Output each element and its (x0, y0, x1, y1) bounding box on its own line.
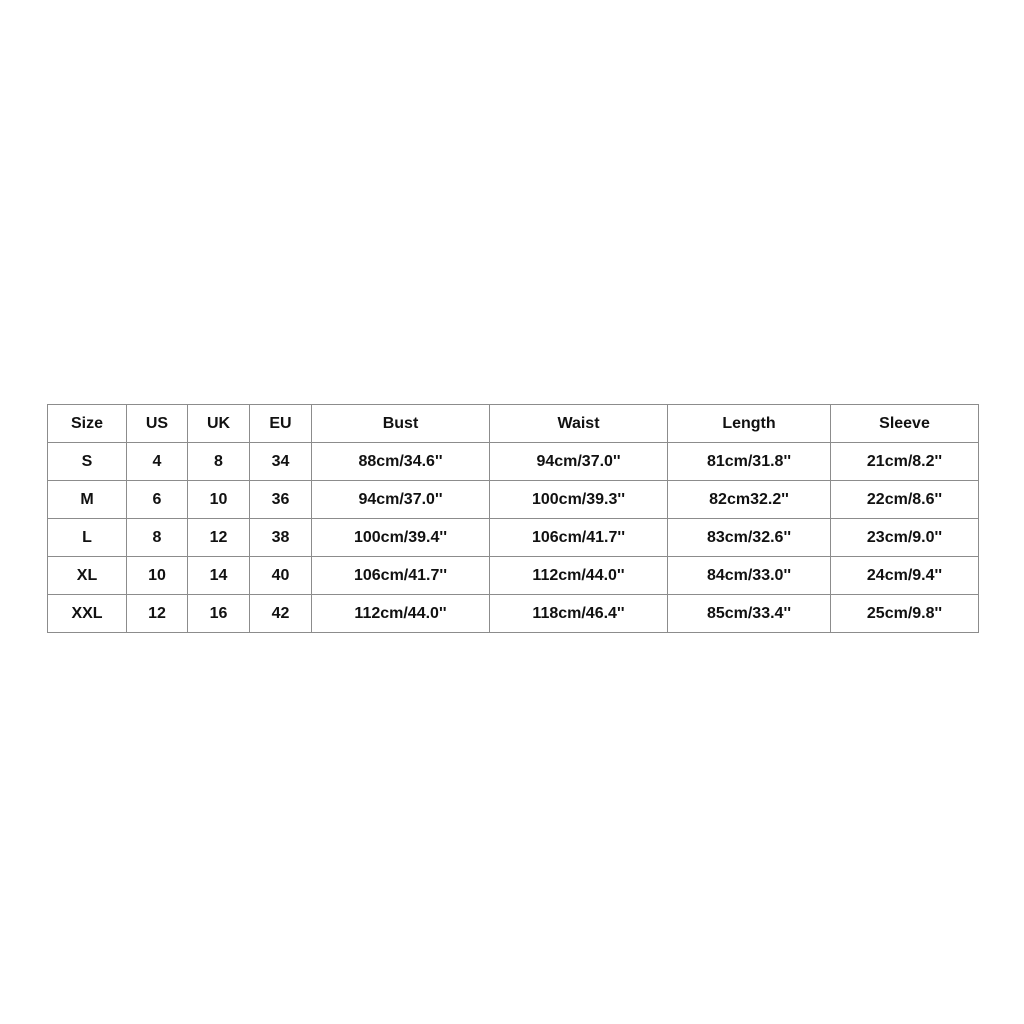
cell-uk: 10 (188, 481, 250, 519)
cell-bust: 112cm/44.0'' (312, 595, 490, 633)
header-bust: Bust (312, 405, 490, 443)
cell-eu: 34 (250, 443, 312, 481)
header-sleeve: Sleeve (831, 405, 979, 443)
cell-waist: 94cm/37.0'' (490, 443, 668, 481)
cell-length: 85cm/33.4'' (668, 595, 831, 633)
header-waist: Waist (490, 405, 668, 443)
cell-waist: 106cm/41.7'' (490, 519, 668, 557)
cell-size: XXL (48, 595, 127, 633)
header-uk: UK (188, 405, 250, 443)
cell-length: 81cm/31.8'' (668, 443, 831, 481)
cell-size: S (48, 443, 127, 481)
header-eu: EU (250, 405, 312, 443)
table-row (48, 481, 979, 519)
cell-size: L (48, 519, 127, 557)
cell-length: 83cm/32.6'' (668, 519, 831, 557)
cell-uk: 12 (188, 519, 250, 557)
cell-bust: 100cm/39.4'' (312, 519, 490, 557)
cell-us: 4 (127, 443, 188, 481)
cell-waist: 112cm/44.0'' (490, 557, 668, 595)
table-row (48, 557, 979, 595)
header-size: Size (48, 405, 127, 443)
cell-us: 12 (127, 595, 188, 633)
cell-sleeve: 21cm/8.2'' (831, 443, 979, 481)
cell-bust: 88cm/34.6'' (312, 443, 490, 481)
cell-bust: 94cm/37.0'' (312, 481, 490, 519)
cell-sleeve: 25cm/9.8'' (831, 595, 979, 633)
cell-bust: 106cm/41.7'' (312, 557, 490, 595)
header-length: Length (668, 405, 831, 443)
cell-us: 8 (127, 519, 188, 557)
cell-uk: 16 (188, 595, 250, 633)
cell-size: XL (48, 557, 127, 595)
cell-us: 10 (127, 557, 188, 595)
cell-eu: 40 (250, 557, 312, 595)
table-row (48, 595, 979, 633)
cell-waist: 118cm/46.4'' (490, 595, 668, 633)
cell-uk: 14 (188, 557, 250, 595)
cell-us: 6 (127, 481, 188, 519)
cell-eu: 36 (250, 481, 312, 519)
cell-sleeve: 22cm/8.6'' (831, 481, 979, 519)
cell-sleeve: 23cm/9.0'' (831, 519, 979, 557)
cell-eu: 38 (250, 519, 312, 557)
cell-uk: 8 (188, 443, 250, 481)
cell-eu: 42 (250, 595, 312, 633)
header-us: US (127, 405, 188, 443)
cell-length: 84cm/33.0'' (668, 557, 831, 595)
table-row (48, 443, 979, 481)
header-row (48, 405, 979, 443)
table-row (48, 519, 979, 557)
cell-length: 82cm32.2'' (668, 481, 831, 519)
cell-size: M (48, 481, 127, 519)
cell-waist: 100cm/39.3'' (490, 481, 668, 519)
cell-sleeve: 24cm/9.4'' (831, 557, 979, 595)
size-chart-table (47, 404, 979, 633)
